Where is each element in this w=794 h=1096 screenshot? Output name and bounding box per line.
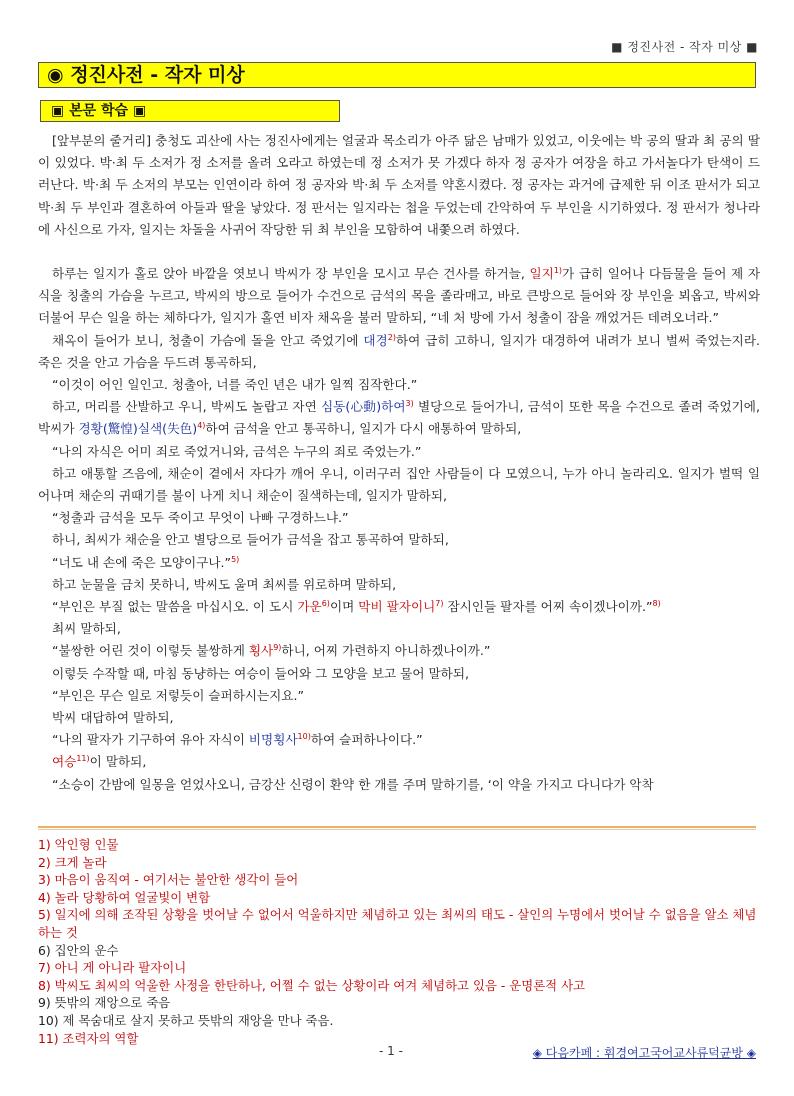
dialogue-line [38,552,760,574]
text-run: 하여 급히 고하니, 일지가 대경하여 내려가 보니 벌써 죽었는지라. 죽은 것을 안고 가슴을 두드려 통곡하되, [38,332,761,370]
text-run: “나의 팔자가 기구하여 유아 자식이 [52,732,249,748]
dialogue-line: “소승이 간밤에 일몽을 얻었사오니, 금강산 신령이 환약 한 개를 주며 말하기를, ‘이 약을 가지고 다니다가 악착 [52,776,654,792]
body-paragraph: 하고 애통할 즈음에, 채순이 곁에서 자다가 깨어 우니, 이러구러 집안 사람들이 다 모였으니, 누가 아니 놀라리오. 일지가 벌떡 일어나며 채순의 귀때기를 불이 나게 치니 채순이 질색하는데, 일지가 말하되, [38,465,760,504]
dialogue-line [38,640,760,662]
footnote-divider [38,826,756,828]
text-run: 별당으로 들어가니, 금석이 또한 목을 수건으로 졸려 죽었기에, 박씨가 [38,399,760,437]
body-paragraph: 이렇듯 수작할 때, 마침 동냥하는 여승이 들어와 그 모양을 보고 물어 말하되, [52,665,470,681]
summary-paragraph: [앞부분의 줄거리] 충청도 괴산에 사는 정진사에게는 얼굴과 목소리가 아주 닮은 남매가 있었고, 이웃에는 박 공의 딸과 최 공의 딸이 있었다. 박·최 두 소저가 정 소저를 올려 오라고 하였는데 정 소저가 못 가겠다 하자 정 공자가 여장을 하고 가서놀다가 탄색이 드러난다. 박·최 두 소저의 부모는 인연이라 하여 정 공자와 박·최 두 소저를 약혼시켰다. 정 공자는 과거에 급제한 뒤 이조 판서가 되고 박·최 두 부인과 결혼하여 아들과 딸을 낳았다. 정 판서는 일지라는 첩을 두었는데 간악하여 두 부인을 시기하였다. 정 판서가 청나라에 사신으로 가자, 일지는 차돌을 사귀어 작당한 뒤 최 부인을 모함하여 내쫓으려 하였다. [38,133,760,237]
footnote-item: 8) 박씨도 최씨의 억울한 사정을 한탄하나, 어쩔 수 없는 상황이라 여겨 체념하고 있음 - 운명론적 사고 [38,977,586,993]
footnote-ref[interactable]: 8) [652,598,661,608]
footnote-ref[interactable]: 10) [297,732,311,742]
footnote-ref[interactable]: 5) [231,554,240,564]
body-paragraph [38,396,760,440]
text-run: “불쌍한 어린 것이 이렇듯 불쌍하게 [52,643,249,659]
page-title: ◉ 정진사전 - 작자 미상 [38,62,756,88]
footnote-item: 5) 일지에 의해 조작된 상황을 벗어날 수 없어서 억울하지만 체념하고 있는 최씨의 태도 - 살인의 누명에서 벗어날 수 없음을 알소 체념하는 것 [38,907,757,940]
footnote-ref[interactable]: 1) [553,265,563,275]
footnote-ref[interactable]: 9) [273,643,282,653]
text-run: “너도 내 손에 죽은 모양이구나.” [52,554,232,570]
text-run: 잠시인들 팔자를 어찌 속이겠나이까.” [443,599,653,615]
body-paragraph: 최씨 말하되, [52,621,121,637]
footnote-divider-secondary [38,829,756,830]
footnote-item: 9) 뜻밖의 재앙으로 죽음 [38,995,171,1011]
body-paragraph: 하고 눈물을 금치 못하니, 박씨도 울며 최씨를 위로하며 말하되, [52,576,397,592]
annotated-term: 비명횡사 [248,732,298,748]
dialogue-line [38,596,760,618]
dialogue-line: “청출과 금석을 모두 죽이고 무엇이 나빠 구경하느냐.” [52,510,349,526]
annotated-term: 일지 [529,266,554,282]
text-run: 이며 [329,599,359,615]
footnote-item: 2) 크게 놀라 [38,854,107,870]
footnote-item: 11) 조력자의 역할 [38,1030,139,1046]
text-run: “부인은 부질 없는 말씀을 마십시오. 이 도시 [52,599,298,615]
footnote-ref[interactable]: 4) [197,421,206,431]
running-header: ■ 정진사전 - 작자 미상 ■ [611,40,758,54]
annotated-term: 심동(心動)하여 [321,399,406,415]
body-paragraph [38,263,760,330]
body-paragraph [38,751,760,773]
cafe-link[interactable]: ◈ 다음카페 : 휘경여고국어교사류덕균방 ◈ [532,1046,756,1060]
annotated-term: 경황(驚惶)실색(失色) [78,421,198,437]
dialogue-line: “이것이 어인 일인고. 청출아, 너를 죽인 년은 내가 일찍 짐작한다.” [52,377,418,393]
text-run: 하니, 어찌 가련하지 아니하겠나이까.” [281,643,491,659]
text-run: 이 말하되, [89,754,147,770]
page-number: - 1 - [379,1044,403,1058]
body-paragraph: 박씨 대답하여 말하되, [52,710,174,726]
annotated-term: 대경 [363,332,388,348]
section-heading: ▣ 본문 학습 ▣ [40,100,340,122]
text-run: 하여 슬퍼하나이다.” [310,732,423,748]
annotated-term: 가운 [297,599,322,615]
footnote-item: 7) 아니 게 아니라 팔자이니 [38,960,187,976]
dialogue-line: “나의 자식은 어미 죄로 죽었거니와, 금석은 누구의 죄로 죽었는가.” [52,443,422,459]
annotated-term: 여승 [52,754,77,770]
annotated-term: 막비 팔자이니 [358,599,436,615]
footnote-ref[interactable]: 7) [435,598,444,608]
footnotes [38,836,760,1047]
body-paragraph: 하니, 최씨가 채순을 안고 별당으로 들어가 금석을 잡고 통곡하여 말하되, [52,532,449,548]
text-run: 가 급히 일어나 다듬물을 들어 제 자식을 칭출의 가슴을 누르고, 박씨의 방으로 들어가 수건으로 금석의 목을 졸라매고, 바로 큰방으로 들어와 장 부인을 뵈옵고, 박씨와 더불어 무슨 일을 하는 체하다가, 일지가 홀연 비자 채옥을 불러 말하되, “네 처 방에 가서 청출이 잠을 깨었거든 데려오너라.” [38,266,760,326]
text-run: 채옥이 들어가 보니, 청출이 가슴에 돌을 안고 죽었기에 [52,332,364,348]
footnote-item: 10) 제 목숨대로 살지 못하고 뜻밖의 재앙을 만나 죽음. [38,1012,334,1028]
footnote-ref[interactable]: 11) [76,754,90,764]
text-run: 하고, 머리를 산발하고 우니, 박씨도 놀랍고 자연 [52,399,322,415]
text-run: 하루는 일지가 홀로 앉아 바깥을 엿보니 박씨가 장 부인을 모시고 무슨 건사를 하거늘, [52,266,530,282]
body-paragraph [38,330,760,374]
footnote-item: 3) 마음이 움직여 - 여기서는 불안한 생각이 들어 [38,872,299,888]
dialogue-line [38,729,760,751]
footnote-ref[interactable]: 3) [405,399,414,409]
footnote-item: 4) 놀라 당황하여 얼굴빛이 변함 [38,889,211,905]
dialogue-line: “부인은 무슨 일로 저렇듯이 슬퍼하시는지요.” [52,687,305,703]
footnote-item: 6) 집안의 운수 [38,942,119,958]
annotated-term: 횡사 [248,643,274,659]
main-text [38,130,760,796]
footnote-ref[interactable]: 2) [387,332,396,342]
text-run: 하여 금석을 안고 통곡하니, 일지가 다시 애통하여 말하되, [205,421,522,437]
footnote-item: 1) 악인형 인물 [38,837,119,852]
footnote-ref[interactable]: 6) [321,598,330,608]
